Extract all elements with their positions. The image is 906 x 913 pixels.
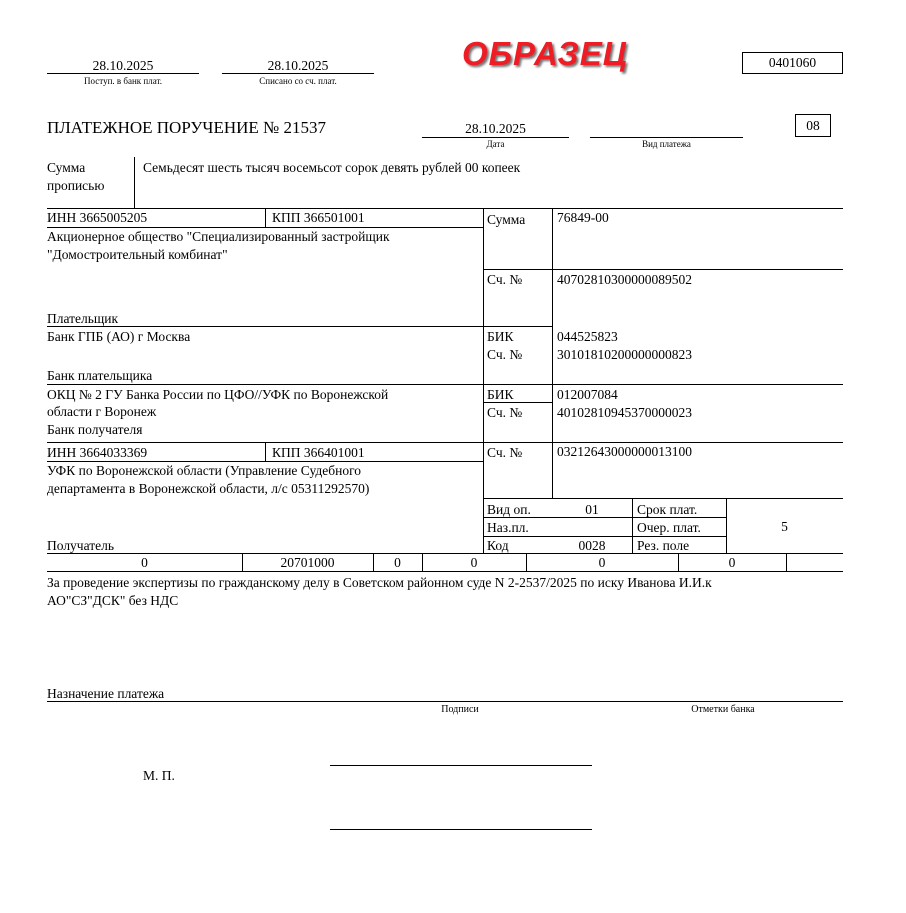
payer-bank-label: Банк плательщика <box>47 368 153 383</box>
signatures-label: Подписи <box>441 704 479 715</box>
sum-value: 76849-00 <box>557 210 609 225</box>
debited-date-label: Списано со сч. плат. <box>259 76 337 86</box>
amount-words-label-2: прописью <box>47 178 105 193</box>
tax-field-4: 0 <box>470 555 478 570</box>
payee-bik: 012007084 <box>557 387 618 402</box>
payer-bik: 044525823 <box>557 329 618 344</box>
tax-field-3: 0 <box>394 555 401 570</box>
payer-account: 40702810300000089502 <box>557 272 692 287</box>
due-date-label: Срок плат. <box>637 502 698 517</box>
op-type-value: 01 <box>585 502 599 517</box>
bank-marks-label: Отметки банка <box>691 704 755 715</box>
signature-line-1 <box>330 765 592 766</box>
payee-kpp: КПП 366401001 <box>272 445 365 460</box>
purpose-code-label: Наз.пл. <box>487 520 529 535</box>
payer-kpp: КПП 366501001 <box>272 210 365 225</box>
form-code: 0401060 <box>742 52 843 74</box>
payee-bank-name-2: области г Воронеж <box>47 404 157 419</box>
status-code: 08 <box>795 114 831 137</box>
payee-bik-label: БИК <box>487 387 514 402</box>
received-date-label: Поступ. в банк плат. <box>84 76 162 86</box>
payment-date: 28.10.2025 <box>465 121 526 136</box>
payee-inn: ИНН 3664033369 <box>47 445 148 460</box>
payee-bank-label: Банк получателя <box>47 422 143 437</box>
tax-field-1: 0 <box>141 555 148 570</box>
reserve-field-label: Рез. поле <box>637 538 690 553</box>
purpose-line-1: За проведение экспертизы по гражданскому делу в Советском районном суде N 2-2537/2025 по иску Иванова И.И.к <box>47 575 712 590</box>
amount-words-label-1: Сумма <box>47 160 86 175</box>
priority-label: Очер. плат. <box>637 520 701 535</box>
payee-bank-account-label: Сч. № <box>487 405 523 420</box>
stamp-place: М. П. <box>143 768 175 783</box>
payment-type-label: Вид платежа <box>642 139 691 149</box>
priority-value: 5 <box>781 519 788 534</box>
code-label: Код <box>487 538 509 553</box>
code-value: 0028 <box>578 538 606 553</box>
document-title: ПЛАТЕЖНОЕ ПОРУЧЕНИЕ № 21537 <box>47 118 326 137</box>
tax-field-6: 0 <box>728 555 736 570</box>
payee-account: 03212643000000013100 <box>557 444 692 459</box>
tax-field-5: 0 <box>598 555 606 570</box>
purpose-label: Назначение платежа <box>47 686 165 701</box>
payee-label: Получатель <box>47 538 115 553</box>
payer-bank-name: Банк ГПБ (АО) г Москва <box>47 329 191 344</box>
payer-bank-account-label: Сч. № <box>487 347 523 362</box>
payee-name-2: департамента в Воронежской области, л/с 05311292570) <box>47 481 370 496</box>
payer-inn: ИНН 3665005205 <box>47 210 148 225</box>
payee-bank-name-1: ОКЦ № 2 ГУ Банка России по ЦФО//УФК по Воронежской <box>47 387 389 402</box>
payer-name-2: "Домостроительный комбинат" <box>47 247 228 262</box>
sum-label: Сумма <box>487 212 526 227</box>
debited-date: 28.10.2025 <box>267 58 329 73</box>
payer-bank-account: 30101810200000000823 <box>557 347 692 362</box>
payee-name-1: УФК по Воронежской области (Управление Судебного <box>47 463 362 478</box>
payer-account-label: Сч. № <box>487 272 523 287</box>
tax-field-2: 20701000 <box>280 555 335 570</box>
payee-bank-account: 40102810945370000023 <box>557 405 692 420</box>
purpose-line-2: АО"СЗ"ДСК" без НДС <box>47 593 179 608</box>
payment-date-label: Дата <box>486 139 505 149</box>
op-type-label: Вид оп. <box>487 502 531 517</box>
sample-stamp: ОБРАЗЕЦ <box>462 35 628 72</box>
payer-label: Плательщик <box>47 311 119 326</box>
amount-words: Семьдесят шесть тысяч восемьсот сорок девять рублей 00 копеек <box>143 160 521 175</box>
signature-line-2 <box>330 829 592 830</box>
payer-name-1: Акционерное общество "Специализированный застройщик <box>47 229 390 244</box>
received-date: 28.10.2025 <box>92 58 154 73</box>
payer-bik-label: БИК <box>487 329 514 344</box>
payee-account-label: Сч. № <box>487 445 523 460</box>
